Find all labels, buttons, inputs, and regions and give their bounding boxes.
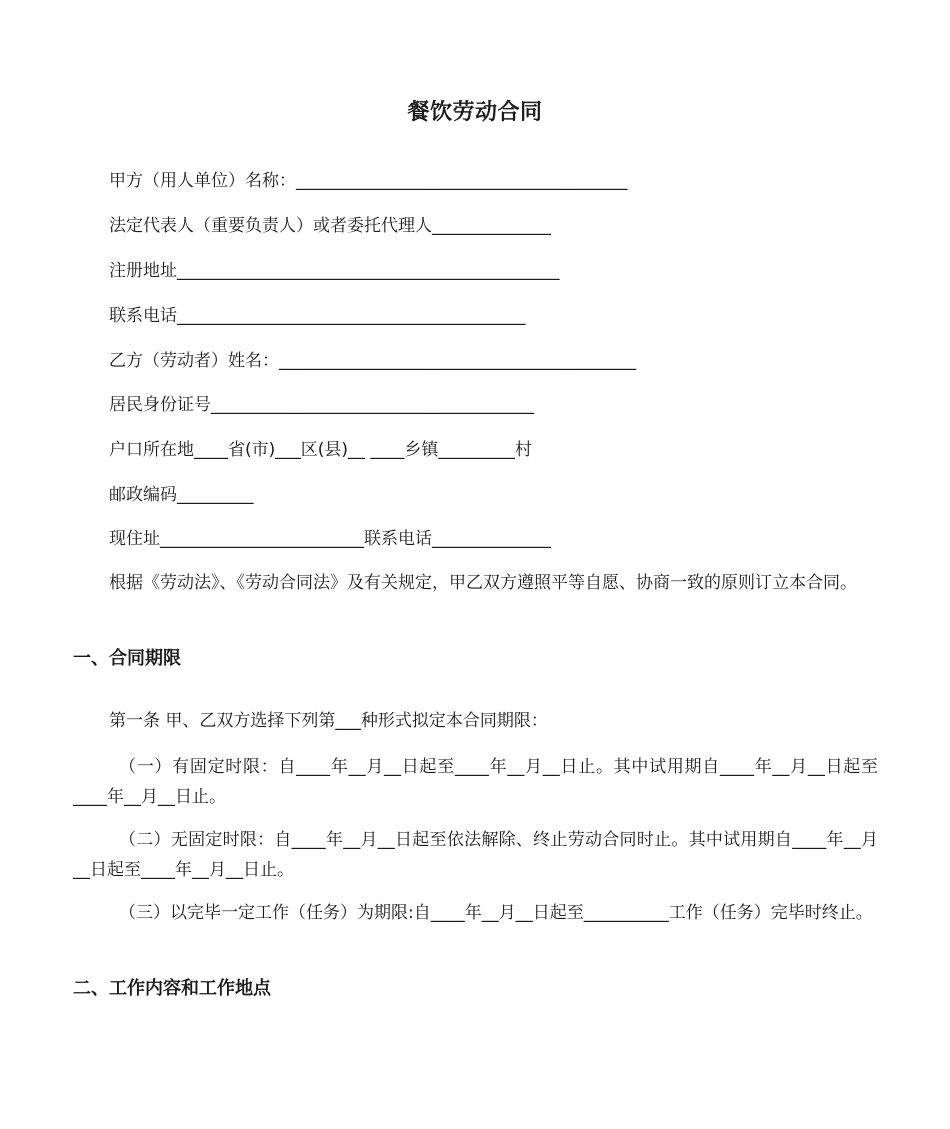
postal-code-field: 邮政编码_________ xyxy=(109,485,254,505)
page-title: 餐饮劳动合同 xyxy=(407,100,543,125)
legal-representative-field: 法定代表人（重要负责人）或者委托代理人______________ xyxy=(109,216,551,236)
id-number-field: 居民身份证号______________________________________ xyxy=(109,395,534,415)
contact-phone-field: 联系电话_________________________________________ xyxy=(109,306,526,326)
article-one: 第一条 甲、乙双方选择下列第___种形式拟定本合同期限： xyxy=(109,711,548,731)
intro-paragraph: 根据《劳动法》、《劳动合同法》及有关规定，甲乙双方遵照平等自愿、协商一致的原则订立本合同。 xyxy=(109,573,857,593)
section-heading-contract-term: 一、合同期限 xyxy=(73,648,181,669)
term-option-task: （三）以完毕一定工作（任务）为期限:自____年__月__日起至__________工作（任务）完毕时终止。 xyxy=(119,903,873,923)
party-b-name-field: 乙方（劳动者）姓名：__________________________________________ xyxy=(109,351,636,371)
party-a-name-field: 甲方（用人单位）名称：_______________________________________ xyxy=(109,171,628,191)
term-option-unfixed: （二）无固定时限：自____年__月__日起至依法解除、终止劳动合同时止。其中试用期自____年__月__日起至____年__月__日止。 xyxy=(73,830,878,880)
term-option-fixed: （一）有固定时限：自____年__月__日起至____年__月__日止。其中试用期自____年__月__日起至____年__月__日止。 xyxy=(73,757,878,807)
household-address-field: 户口所在地____省(市)___区(县)__ ____乡镇_________村 xyxy=(109,440,532,460)
current-address-field: 现住址________________________联系电话______________ xyxy=(109,529,551,549)
registered-address-field: 注册地址_____________________________________________ xyxy=(109,261,560,281)
section-heading-work-content: 二、工作内容和工作地点 xyxy=(73,978,271,999)
